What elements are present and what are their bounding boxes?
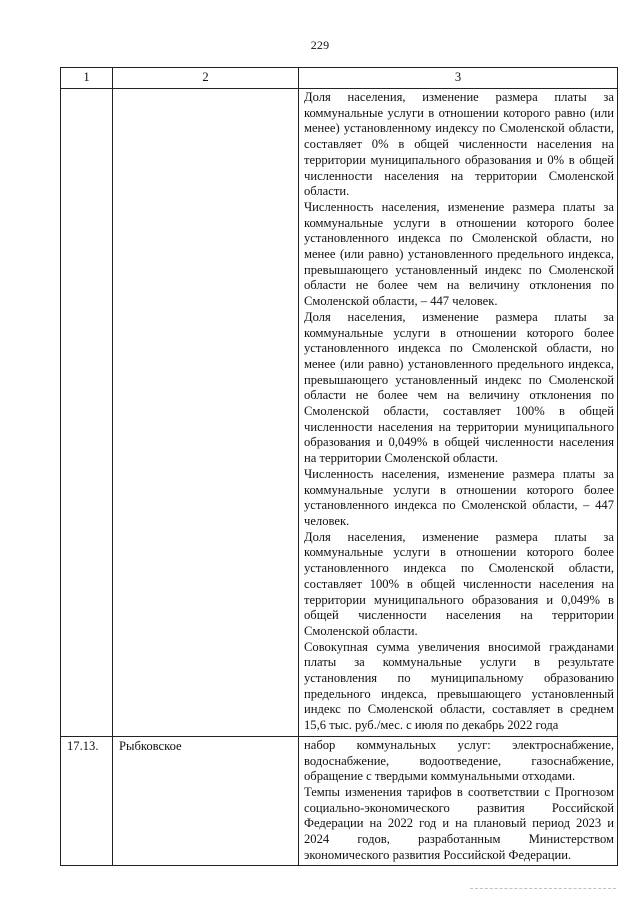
- table-header: [61, 68, 618, 89]
- paragraph: Совокупная сумма увеличения вносимой гражданами платы за коммунальные услуги в результате установления по муниципальному образованию предельного индекса, превышающего установленный индекс по Смоленской области, составляет в среднем 15,6 тыс. руб./мес. с июля по декабрь 2022 года: [304, 639, 614, 733]
- description-cell: [299, 736, 618, 866]
- municipality-name-cell: Рыбковское: [113, 736, 299, 866]
- paragraph: Доля населения, изменение размера платы за коммунальные услуги в отношении которого более установленного индекса по Смоленской области, но менее (или равно) установленного предельного индекса, превышающего установленный индекс по Смоленской области не более чем на величину отклонения по Смоленской области, составляет 100% в общей численности населения на территории муниципального образования и 0,049% в общей численности населения на территории Смоленской области.: [304, 309, 614, 466]
- paragraph: Численность населения, изменение размера платы за коммунальные услуги в отношении которого более установленного индекса по Смоленской области, но менее (или равно) установленного предельного индекса, превышающего установленный индекс по Смоленской области не более чем на величину отклонения по Смоленской области, – 447 человек.: [304, 199, 614, 309]
- municipality-name-cell: [113, 89, 299, 737]
- row-number-cell: 17.13.: [61, 736, 113, 866]
- page-number: 229: [310, 38, 330, 52]
- bottom-divider: [470, 888, 616, 889]
- paragraph: Доля населения, изменение размера платы за коммунальные услуги в отношении которого более установленного индекса по Смоленской области, составляет 100% в общей численности населения на территории муниципального образования и 0,049% в общей численности населения на территории Смоленской области.: [304, 529, 614, 638]
- column-header-1: 1: [61, 68, 113, 89]
- paragraph: Темпы изменения тарифов в соответствии с Прогнозом социально-экономического развития Российской Федерации на 2022 год и на плановый период 2023 и 2024 годов, разработанным Министерством экономического развития Российской Федерации.: [304, 784, 614, 862]
- row-number-cell: [61, 89, 113, 737]
- paragraph: Численность населения, изменение размера платы за коммунальные услуги в отношении которого более установленного индекса по Смоленской области, – 447 человек.: [304, 466, 614, 528]
- table-row: [61, 736, 618, 866]
- column-header-2: 2: [113, 68, 299, 89]
- document-table: [60, 67, 618, 866]
- table-row: [61, 89, 618, 737]
- description-cell: [299, 89, 618, 737]
- paragraph: набор коммунальных услуг: электроснабжение, водоснабжение, водоотведение, газоснабжение, обращение с твердыми коммунальными отходами.: [304, 737, 614, 784]
- column-header-3: 3: [299, 68, 618, 89]
- paragraph: Доля населения, изменение размера платы за коммунальные услуги в отношении которого равно (или менее) установленному индексу по Смоленской области, составляет 0% в общей численности населения на территории муниципального образования и 0% в общей численности населения на территории Смоленской области.: [304, 90, 614, 199]
